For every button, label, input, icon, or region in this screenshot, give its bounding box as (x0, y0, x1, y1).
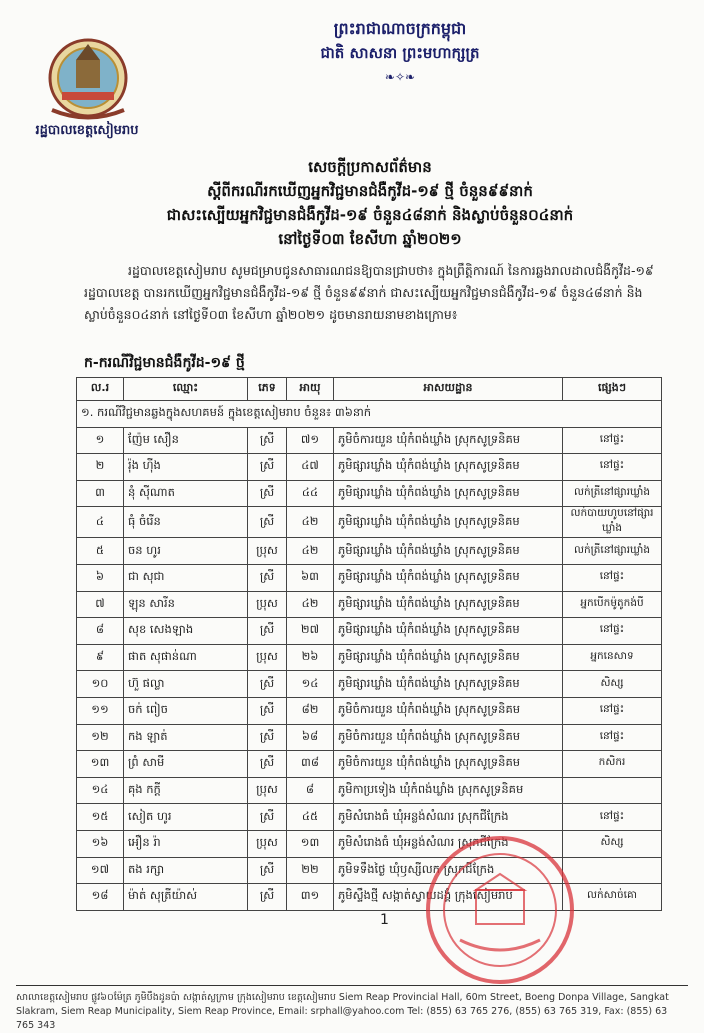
cell-sex: ប្រុស (248, 830, 287, 857)
cell-no: ១៨ (77, 884, 124, 911)
table-row (77, 618, 662, 645)
table-subheading-row (77, 401, 662, 428)
cell-sex: ស្រី (248, 564, 287, 591)
title-line-4: នៅថ្ងៃទី០៣ ខែសីហា ឆ្នាំ២០២១ (278, 230, 462, 248)
table-row (77, 454, 662, 481)
cell-name: តង រក្សា (124, 857, 248, 884)
cell-age: ៤២ (287, 538, 334, 565)
table-row (77, 644, 662, 671)
cell-sex: ស្រី (248, 427, 287, 454)
table-row (77, 507, 662, 538)
cell-no: ២ (77, 454, 124, 481)
cell-name: សៀត ហូរ (124, 804, 248, 831)
cell-address: ភូមិចំការយួន ឃុំកំពង់ឃ្លាំង ស្រុកសូទ្រនិគម (334, 751, 563, 778)
cell-no: ៩ (77, 644, 124, 671)
cell-no: ៤ (77, 507, 124, 538)
cell-sex: ស្រី (248, 480, 287, 507)
cell-sex: ប្រុស (248, 777, 287, 804)
cell-no: ១៤ (77, 777, 124, 804)
cell-address: ភូមិចំការយួន ឃុំកំពង់ឃ្លាំង ស្រុកសូទ្រនិគម (334, 427, 563, 454)
cell-note: លក់ត្រីនៅផ្សារឃ្លាំង (563, 480, 662, 507)
cell-name: នុំ ស៊ីណាត (124, 480, 248, 507)
cell-name: ចន ហូរ (124, 538, 248, 565)
cell-sex: ប្រុស (248, 644, 287, 671)
cell-note: នៅផ្ទះ (563, 804, 662, 831)
footer-divider (16, 985, 688, 986)
cell-no: ១ (77, 427, 124, 454)
kingdom-title: ព្រះរាជាណាចក្រកម្ពុជា (333, 19, 467, 38)
cell-no: ១០ (77, 671, 124, 698)
cell-age: ២៦ (287, 644, 334, 671)
cell-age: ៣៨ (287, 751, 334, 778)
cell-sex: ស្រី (248, 618, 287, 645)
cell-address: ភូមិផ្សារឃ្លាំង ឃុំកំពង់ឃ្លាំង ស្រុកសូទ្រនិគម (334, 564, 563, 591)
administration-caption: រដ្ឋបាលខេត្តសៀមរាប (35, 123, 139, 138)
section-title: ក-ករណីវិជ្ជមានជំងឺកូវីដ-១៩ ថ្មី (84, 355, 245, 371)
cell-age: ៧១ (287, 427, 334, 454)
cell-note: កសិករ (563, 751, 662, 778)
cell-name: ធុំ ចំរើន (124, 507, 248, 538)
motto-ornament: ❧✧❧ (384, 70, 416, 84)
header-no: ល.រ (77, 378, 124, 401)
cell-address: ភូមិផ្សារឃ្លាំង ឃុំកំពង់ឃ្លាំង ស្រុកសូទ្រនិគម (334, 480, 563, 507)
table-row (77, 804, 662, 831)
cell-sex: ស្រី (248, 671, 287, 698)
national-motto: ជាតិ សាសនា ព្រះមហាក្សត្រ (320, 44, 480, 62)
cell-no: ៧ (77, 591, 124, 618)
cell-note: សិស្ស (563, 830, 662, 857)
cell-address: ភូមិស្ទឹងថ្មី សង្កាត់ស្វាយដង្គំ ក្រុងសៀមរាប (334, 884, 563, 911)
table-row (77, 538, 662, 565)
table-row (77, 564, 662, 591)
cell-address: ភូមិផ្សារឃ្លាំង ឃុំកំពង់ឃ្លាំង ស្រុកសូទ្រនិគម (334, 671, 563, 698)
cell-address: ភូមិផ្សារឃ្លាំង ឃុំកំពង់ឃ្លាំង ស្រុកសូទ្រនិគម (334, 591, 563, 618)
table-row (77, 671, 662, 698)
cell-sex: ស្រី (248, 697, 287, 724)
cell-address: ភូមិចំការយួន ឃុំកំពង់ឃ្លាំង ស្រុកសូទ្រនិគម (334, 697, 563, 724)
cell-age: ៦៣ (287, 564, 334, 591)
cell-note: នៅផ្ទះ (563, 724, 662, 751)
cell-age: ៤៥ (287, 804, 334, 831)
cell-address: ភូមិផ្សារឃ្លាំង ឃុំកំពង់ឃ្លាំង ស្រុកសូទ្រនិគម (334, 454, 563, 481)
cell-no: ៥ (77, 538, 124, 565)
cell-no: ១១ (77, 697, 124, 724)
cell-address: ភូមិទទឹងថ្ងៃ ឃុំឫស្សីលក ស្រុកជីក្រែង (334, 857, 563, 884)
cell-age: ២២ (287, 857, 334, 884)
cell-age: ៨ (287, 777, 334, 804)
table-row (77, 751, 662, 778)
cell-no: ១៣ (77, 751, 124, 778)
title-line-2: ស្តីពីករណីរកឃើញអ្នកវិជ្ជមានជំងឺកូវីដ-១៩ ថ្មី ចំនួន៩៩នាក់ (207, 182, 533, 200)
cell-name: ព្រំ សាមី (124, 751, 248, 778)
cell-name: ញ៉ែម សឿន (124, 427, 248, 454)
cell-age: ២៧ (287, 618, 334, 645)
cell-note: លក់ត្រីនៅផ្សារឃ្លាំង (563, 538, 662, 565)
cell-age: ៤២ (287, 507, 334, 538)
header-age: អាយុ (287, 378, 334, 401)
table-row (77, 427, 662, 454)
official-seal-icon (420, 830, 580, 990)
cell-sex: ស្រី (248, 751, 287, 778)
cell-name: ជា សុជា (124, 564, 248, 591)
cell-sex: ស្រី (248, 857, 287, 884)
cell-sex: ស្រី (248, 454, 287, 481)
cell-sex: ស្រី (248, 884, 287, 911)
cell-age: ១៤ (287, 671, 334, 698)
table-row (77, 697, 662, 724)
cell-name: ចក់ ពៀច (124, 697, 248, 724)
cell-age: ៤៤ (287, 480, 334, 507)
cell-name: ឡុន សារីន (124, 591, 248, 618)
intro-text: រដ្ឋបាលខេត្តសៀមរាប សូមជម្រាបជូនសាធារណជនឱ្យបានជ្រាបថា៖ ក្នុងព្រឹត្តិការណ៍ នៃការឆ្លងរាលដាលជំងឺកូវីដ-១៩ រដ្ឋបាលខេត្ត បានរកឃើញអ្នកវិជ្ជមានជំងឺកូវីដ-១៩ ថ្មី ចំនួន៩៩នាក់ ជាសះស្បើយអ្នកវិជ្ជមានជំងឺកូវីដ-១៩ ចំនួន៤៨នាក់ និងស្លាប់ចំនួន០៤នាក់ នៅថ្ងៃទី០៣ ខែសីហា ឆ្នាំ២០២១ ដូចមានរាយនាមខាងក្រោម៖ (84, 263, 654, 322)
cell-note: លក់បាយហូបនៅផ្សារឃ្លាំង (563, 507, 662, 538)
table-subheading: ១. ករណីវិជ្ជមានឆ្លងក្នុងសហគមន៍ ក្នុងខេត្តសៀមរាប ចំនួន៖ ៣៦នាក់ (77, 401, 662, 428)
table-row (77, 480, 662, 507)
cell-name: ម៉ាត់ សុត្រីយ៉ាស់ (124, 884, 248, 911)
cell-note: នៅផ្ទះ (563, 454, 662, 481)
cell-age: ៤៧ (287, 454, 334, 481)
cell-no: ១៧ (77, 857, 124, 884)
cell-note: នៅផ្ទះ (563, 564, 662, 591)
table-row (77, 777, 662, 804)
cell-note: សិស្ស (563, 671, 662, 698)
header-note: ផ្សេងៗ (563, 378, 662, 401)
cell-age: ១៣ (287, 830, 334, 857)
page-number: 1 (380, 912, 389, 928)
cell-no: ១៦ (77, 830, 124, 857)
cell-name: រ៉ុង ហ៊ីង (124, 454, 248, 481)
cell-note: អ្នកបើកម៉ូតូកង់បី (563, 591, 662, 618)
cell-address: ភូមិសំរោងធំ ឃុំអន្លង់សំណរ ស្រុកជីក្រែង (334, 830, 563, 857)
cell-note: នៅផ្ទះ (563, 427, 662, 454)
cell-sex: ប្រុស (248, 591, 287, 618)
cell-address: ភូមិផ្សារឃ្លាំង ឃុំកំពង់ឃ្លាំង ស្រុកសូទ្រនិគម (334, 618, 563, 645)
footer-contact: សាលាខេត្តសៀមរាប ផ្លូវ៦០ម៉ែត្រ ភូមិបឹងដូនប៉ា សង្កាត់ស្លក្រាម ក្រុងសៀមរាប ខេត្តសៀមរាប Siem Reap Provincial Hall, 60m Street, Boeng Donpa Village, Sangkat Slakram, Siem Reap Municipality, Siem Reap Province, Email: srphall@yahoo.com Tel: (855) 63 765 276, (855) 63 765 319, Fax: (855) 63 765 343 (16, 992, 669, 1031)
cell-sex: ប្រុស (248, 538, 287, 565)
cell-name: ផាត សុផាន់ណា (124, 644, 248, 671)
header-sex: ភេទ (248, 378, 287, 401)
cell-address: ភូមិចំការយួន ឃុំកំពង់ឃ្លាំង ស្រុកសូទ្រនិគម (334, 724, 563, 751)
cell-sex: ស្រី (248, 804, 287, 831)
cell-name: កង ឡាត់ (124, 724, 248, 751)
title-line-3: ជាសះស្បើយអ្នកវិជ្ជមានជំងឺកូវីដ-១៩ ចំនួន៤៨នាក់ និងស្លាប់ចំនួន០៤នាក់ (166, 206, 574, 224)
cell-sex: ស្រី (248, 507, 287, 538)
cell-note (563, 777, 662, 804)
cell-note: អ្នកនេសាទ (563, 644, 662, 671)
cell-age: ៦៨ (287, 724, 334, 751)
title-line-1: សេចក្តីប្រកាសព័ត៌មាន (308, 158, 432, 176)
cell-address: ភូមិកាប្រទៀង ឃុំកំពង់ឃ្លាំង ស្រុកសូទ្រនិគម (334, 777, 563, 804)
cell-age: ៣១ (287, 884, 334, 911)
cell-age: ៤២ (287, 591, 334, 618)
cell-address: ភូមិផ្សារឃ្លាំង ឃុំកំពង់ឃ្លាំង ស្រុកសូទ្រនិគម (334, 644, 563, 671)
cell-note: នៅផ្ទះ (563, 697, 662, 724)
cell-no: ៣ (77, 480, 124, 507)
cell-sex: ស្រី (248, 724, 287, 751)
intro-paragraph (84, 260, 659, 326)
table-row (77, 724, 662, 751)
announcement-titles (90, 155, 650, 251)
cell-address: ភូមិផ្សារឃ្លាំង ឃុំកំពង់ឃ្លាំង ស្រុកសូទ្រនិគម (334, 507, 563, 538)
cell-note: លក់សាច់គោ (563, 884, 662, 911)
header-address: អាសយដ្ឋាន (334, 378, 563, 401)
cell-no: ៦ (77, 564, 124, 591)
cell-name: សុខ សេងឡាង (124, 618, 248, 645)
cell-address: ភូមិសំរោងធំ ឃុំអន្លង់សំណរ ស្រុកជីក្រែង (334, 804, 563, 831)
cell-name: គុង កក្តី (124, 777, 248, 804)
table-header-row (77, 378, 662, 401)
provincial-emblem-icon (42, 30, 134, 122)
cell-no: ៨ (77, 618, 124, 645)
cell-no: ១៥ (77, 804, 124, 831)
cell-no: ១២ (77, 724, 124, 751)
cell-name: ហ៊ួ ផល្លា (124, 671, 248, 698)
header-name: ឈ្មោះ (124, 378, 248, 401)
cell-name: អឿន រ៉ា (124, 830, 248, 857)
cell-age: ៨២ (287, 697, 334, 724)
cell-address: ភូមិផ្សារឃ្លាំង ឃុំកំពង់ឃ្លាំង ស្រុកសូទ្រនិគម (334, 538, 563, 565)
cell-note: នៅផ្ទះ (563, 618, 662, 645)
table-row (77, 591, 662, 618)
